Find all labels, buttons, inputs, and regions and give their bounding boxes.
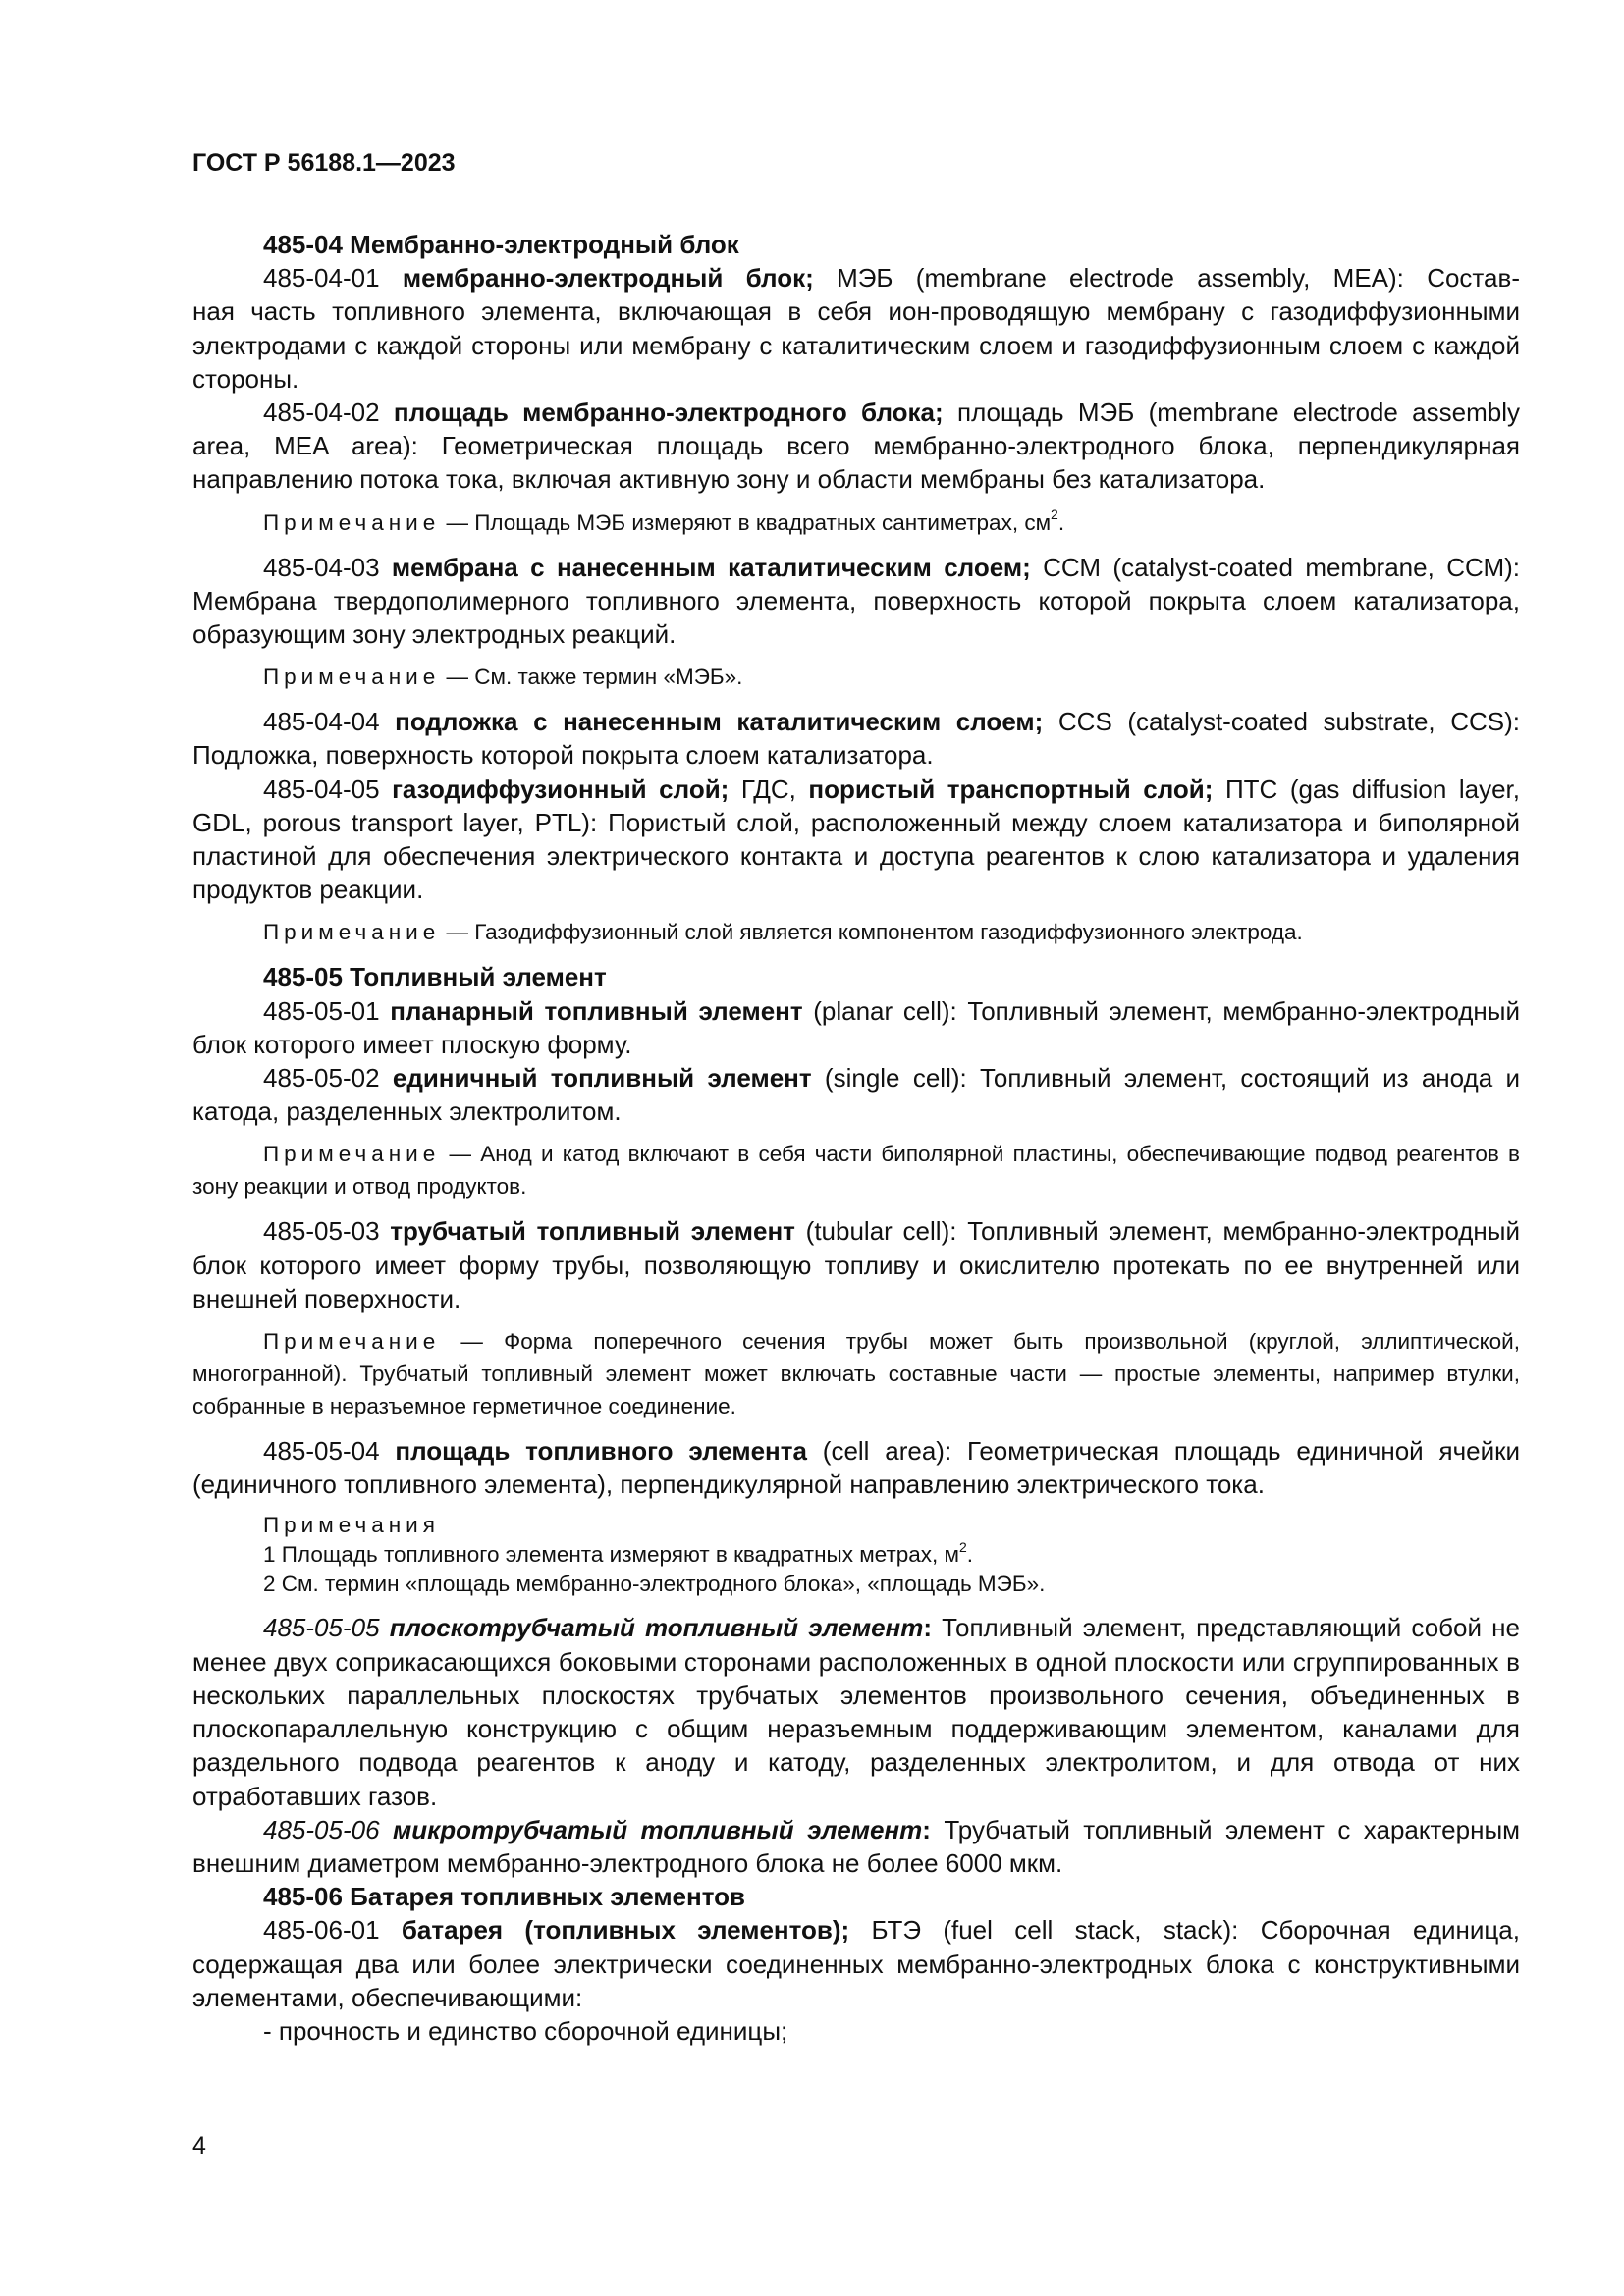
term-name: площадь мембранно-электродного блока;	[393, 398, 944, 428]
term-name: единичный топливный элемент	[392, 1063, 812, 1094]
term-name: площадь топливного элемента	[395, 1436, 807, 1467]
note-485-04-05: Примечание — Газодиффузионный слой является компонентом газодиффузионного электрода.	[263, 920, 1303, 945]
term-entry-485-04-05: 485-04-05 газодиффузионный слой; ГДС, пористый транспортный слой; ПТС (gas diffusion layer, GDL, porous transport layer, PTL): Пористый слой, расположенный между слоем катализатора и биполярной пластиной для обеспечения электрического контакта и доступа реагентов к слою катализатора и удаления продуктов реакции.	[192, 774, 1520, 905]
term-entry-485-05-06: 485-05-06 микротрубчатый топливный элемент: Трубчатый топливный элемент с характерным внешним диаметром мембранно-электродного блока не более 6000 мкм.	[192, 1814, 1521, 1878]
note-485-05-02: Примечание — Анод и катод включают в себя части биполярной пластины, обеспечивающие подвод реагентов в зону реакции и отвод продуктов.	[192, 1142, 1520, 1200]
term-name: микротрубчатый топливный элемент	[393, 1814, 923, 1844]
note-item-1: 1 Площадь топливного элемента измеряют в квадратных метрах, $м^2$.	[263, 1538, 974, 1568]
note-label: Примечание	[263, 665, 441, 690]
note-item-2: 2 См. термин «площадь мембранно-электродного блока», «площадь МЭБ».	[263, 1572, 1046, 1597]
section-heading-485-06: 485-06 Батарея топливных элементов	[263, 1882, 745, 1912]
term-entry-485-04-03: 485-04-03 мембрана с нанесенным каталитическим слоем; ССМ (catalyst-coated membrane, ССМ): Мембрана твердополимерного топливного элемента, поверхность которой покрыта слоем катализатора, образующим зону электродных реакций.	[192, 552, 1520, 650]
term-name: плоскотрубчатый топливный элемент	[389, 1613, 924, 1643]
term-name-alt: пористый транспортный слой;	[808, 774, 1214, 804]
term-definition-485-04-01: ная часть топливного элемента, включающая в себя ион-проводящую мембрану с газодиффузионными электродами с каждой стороны или мембрану с каталитическим слоем и газодиффузионным слоем с каждой стороны.	[192, 296, 1520, 394]
term-entry-485-04-02: 485-04-02 площадь мембранно-электродного блока; площадь МЭБ (membrane electrode assembly area, MEA area): Геометрическая площадь всего мембранно-электродного блока, перпендикулярная направлению потока тока, включая активную зону и области мембраны без катализатора.	[192, 398, 1520, 495]
note-485-05-03: Примечание — Форма поперечного сечения трубы может быть произвольной (круглой, эллиптической, многогранной). Трубчатый топливный элемент может включать составные части — простые элементы, например втулки, собранные в неразъемное герметичное соединение.	[192, 1329, 1520, 1419]
term-name: батарея (топливных элементов);	[401, 1915, 850, 1946]
note-label: Примечание	[263, 1329, 441, 1355]
term-name: подложка с нанесенным каталитическим слоем;	[395, 707, 1044, 737]
page-number: 4	[192, 2132, 206, 2160]
term-entry-485-05-02: 485-05-02 единичный топливный элемент (single cell): Топливный элемент, состоящий из анода и катода, разделенных электролитом.	[192, 1063, 1520, 1127]
note-label: Примечание	[263, 1142, 441, 1167]
term-name: трубчатый топливный элемент	[390, 1216, 795, 1247]
term-entry-485-05-01: 485-05-01 планарный топливный элемент (planar cell): Топливный элемент, мембранно-электродный блок которого имеет плоскую форму.	[192, 995, 1520, 1059]
term-entry-485-04-04: 485-04-04 подложка с нанесенным каталитическим слоем; CCS (catalyst-coated substrate, CCS): Подложка, поверхность которой покрыта слоем катализатора.	[192, 707, 1521, 771]
notes-heading-485-05-04: Примечания	[263, 1513, 440, 1538]
note-485-04-03: Примечание — См. также термин «МЭБ».	[263, 665, 743, 690]
document-header: ГОСТ Р 56188.1—2023	[192, 149, 456, 177]
term-name: мембрана с нанесенным каталитическим слоем;	[391, 552, 1031, 582]
term-entry-485-05-04: 485-05-04 площадь топливного элемента (cell area): Геометрическая площадь единичной ячейки (единичного топливного элемента), перпендикулярной направлению электрического тока.	[192, 1436, 1520, 1500]
term-entry-485-05-05: 485-05-05 плоскотрубчатый топливный элемент: Топливный элемент, представляющий собой не менее двух соприкасающихся боковыми сторонами расположенных в одной плоскости или сгруппированных в нескольких параллельных плоскостях трубчатых элементов произвольного сечения, объединенных в плоскопараллельную конструкцию с общим неразъемным поддерживающим элементом, каналами для раздельного подвода реагентов к аноду и катоду, разделенных электролитом, и для отвода от них отработавших газов.	[192, 1613, 1520, 1811]
section-heading-485-04: 485-04 Мембранно-электродный блок	[263, 230, 739, 259]
term-name: газодиффузионный слой;	[392, 774, 730, 804]
list-item: - прочность и единство сборочной единицы;	[263, 2015, 788, 2046]
note-label: Примечание	[263, 920, 441, 945]
note-label: Примечание	[263, 509, 441, 535]
term-entry-485-04-01: 485-04-01 мембранно-электродный блок; МЭБ (membrane electrode assembly, MEA): Состав-	[263, 263, 1520, 294]
term-name: планарный топливный элемент	[390, 995, 803, 1026]
note-485-04-02: Примечание — Площадь МЭБ измеряют в квадратных сантиметрах, $см^2$.	[263, 507, 1065, 535]
term-name: мембранно-электродный блок;	[402, 263, 814, 294]
term-entry-485-06-01: 485-06-01 батарея (топливных элементов); БТЭ (fuel cell stack, stack): Сборочная единица, содержащая два или более электрически соединенных мембранно-электродных блока с конструктивными элементами, обеспечивающими:	[192, 1915, 1520, 2012]
section-heading-485-05: 485-05 Топливный элемент	[263, 962, 607, 992]
term-entry-485-05-03: 485-05-03 трубчатый топливный элемент (tubular cell): Топливный элемент, мембранно-электродный блок которого имеет форму трубы, позволяющую топливу и окислителю протекать по ее внутренней или внешней поверхности.	[192, 1216, 1520, 1313]
document-body	[192, 228, 1520, 2048]
